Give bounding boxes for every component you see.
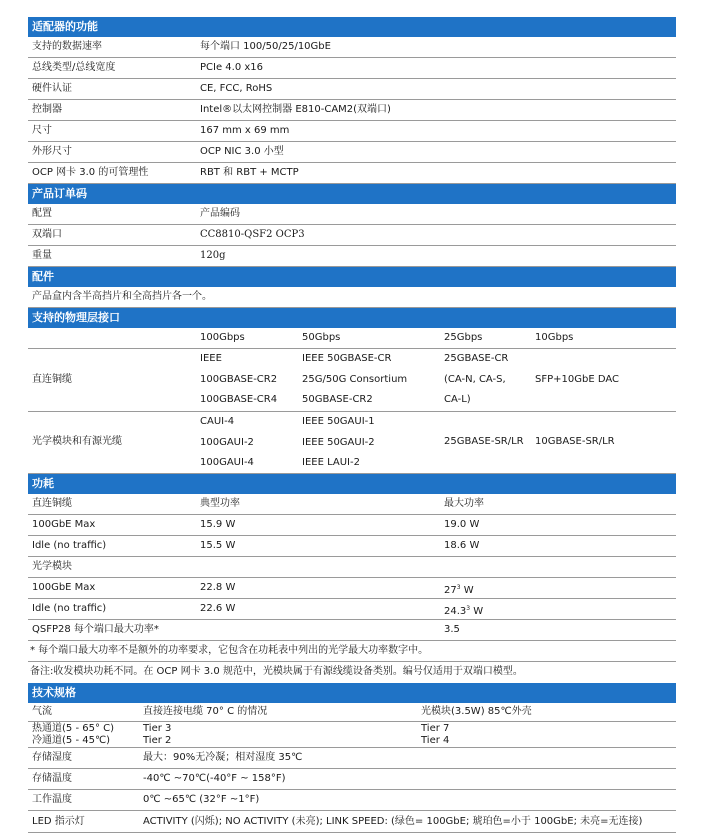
order-config-header: 配置 <box>32 208 52 219</box>
power-row-label: 100GbE Max <box>32 582 96 593</box>
section-header-specs: 技术规格 <box>28 683 676 703</box>
spec-row <box>28 748 676 769</box>
optical-label: 光学模块和有源光缆 <box>32 436 122 447</box>
datasheet <box>28 17 676 833</box>
power-max-header: 最大功率 <box>444 498 484 509</box>
function-label: 控制器 <box>32 104 62 115</box>
power-max-value: 18.6 W <box>444 540 480 551</box>
order-label: 双端口 <box>32 229 62 240</box>
power-optical-table <box>28 578 676 620</box>
specs-table <box>28 748 676 833</box>
function-row <box>28 37 676 58</box>
power-typical-value: 22.8 W <box>200 582 236 593</box>
copper-50g-line: 25G/50G Consortium <box>302 373 408 385</box>
section-header-order: 产品订单码 <box>28 184 676 204</box>
speed-10g: 10Gbps <box>535 332 574 343</box>
copper-100g-cell <box>200 349 277 411</box>
spec-row <box>28 790 676 811</box>
power-optical-row <box>28 578 676 599</box>
function-value: RBT 和 RBT + MCTP <box>200 167 299 178</box>
power-max-number: 24.3 <box>444 606 467 617</box>
power-copper-label: 直连铜缆 <box>32 498 72 509</box>
airflow-optical: 光模块(3.5W) 85℃外壳 <box>421 706 532 717</box>
power-max-value <box>444 578 474 601</box>
power-row-label: Idle (no traffic) <box>32 603 107 614</box>
power-copper-row <box>28 515 676 536</box>
power-typical-header: 典型功率 <box>200 498 240 509</box>
power-copper-row <box>28 536 676 557</box>
interfaces-optical-row <box>28 412 676 474</box>
function-label: 硬件认证 <box>32 83 72 94</box>
optical-100g-cell <box>200 412 254 474</box>
function-value: Intel®以太网控制器 E810-CAM2(双端口) <box>200 104 391 115</box>
accessories-text: 产品盒内含半高挡片和全高挡片各一个。 <box>28 287 676 308</box>
power-row-label: Idle (no traffic) <box>32 540 107 551</box>
order-header-row <box>28 204 676 225</box>
power-max-unit: W <box>470 606 484 617</box>
spec-label: 存储湿度 <box>32 752 72 763</box>
function-value: 每个端口 100/50/25/10GbE <box>200 41 331 52</box>
power-max-footnote-mark: 3 <box>456 584 461 591</box>
cold-aisle-label: 冷通道(5 - 45℃) <box>32 735 111 746</box>
aisle-rows <box>28 722 676 748</box>
optical-50g-line: IEEE 50GAUI-2 <box>302 436 375 448</box>
spec-label: 存储温度 <box>32 773 72 784</box>
power-typical-value: 15.5 W <box>200 540 236 551</box>
power-optical-label: 光学模块 <box>32 561 72 572</box>
power-optical-header-row <box>28 557 676 578</box>
function-row <box>28 79 676 100</box>
spec-value: -40℃ ~70℃(-40°F ~ 158°F) <box>143 773 286 784</box>
power-footnote: * 每个端口最大功率不是额外的功率要求，它包含在功耗表中列出的光学最大功率数字中。 <box>28 641 676 662</box>
power-remark: 备注:收发模块功耗不同。在 OCP 网卡 3.0 规范中，光模块属于有源线缆设备类别。编号仅适用于双端口模型。 <box>30 666 523 677</box>
power-typical-value: 15.9 W <box>200 519 236 530</box>
power-max-value: 19.0 W <box>444 519 480 530</box>
function-value: OCP NIC 3.0 小型 <box>200 146 284 157</box>
copper-100g-line: IEEE <box>200 353 222 364</box>
functions-table <box>28 37 676 184</box>
spec-value: 0℃ ~65℃ (32°F ~1°F) <box>143 794 260 805</box>
cold-aisle-optical: Tier 4 <box>421 735 450 746</box>
speed-25g: 25Gbps <box>444 332 483 343</box>
spec-label: 工作温度 <box>32 794 72 805</box>
function-label: 尺寸 <box>32 125 52 136</box>
hot-aisle-label: 热通道(5 - 65° C) <box>32 723 115 734</box>
section-header-interfaces: 支持的物理层接口 <box>28 308 676 328</box>
copper-25g-line: CA-L) <box>444 394 471 405</box>
optical-50g-line: IEEE LAUI-2 <box>302 457 360 468</box>
power-row-label: 100GbE Max <box>32 519 96 530</box>
power-copper-table <box>28 515 676 557</box>
spec-label: LED 指示灯 <box>32 816 85 827</box>
cold-aisle-copper: Tier 2 <box>143 735 172 746</box>
hot-aisle-copper: Tier 3 <box>143 723 172 734</box>
copper-100g-line: 100GBASE-CR4 <box>200 394 278 405</box>
optical-50g-line: IEEE 50GAUI-1 <box>302 416 375 427</box>
copper-50g-cell <box>302 349 407 411</box>
spec-value: 最大：90%无冷凝；相对湿度 35℃ <box>143 752 303 763</box>
optical-100g-line: 100GAUI-4 <box>200 457 254 468</box>
power-max-value <box>444 599 483 622</box>
copper-50g-line: IEEE 50GBASE-CR <box>302 353 392 364</box>
section-header-functions: 适配器的功能 <box>28 17 676 37</box>
function-value: 167 mm x 69 mm <box>200 125 290 136</box>
optical-100g-line: CAUI-4 <box>200 416 235 427</box>
power-copper-header-row <box>28 494 676 515</box>
qsfp-value: 3.5 <box>444 624 460 635</box>
interfaces-speed-row <box>28 328 676 349</box>
spec-row <box>28 769 676 790</box>
function-value: PCIe 4.0 x16 <box>200 62 264 73</box>
spec-row <box>28 811 676 833</box>
power-optical-row <box>28 599 676 620</box>
optical-10g-cell: 10GBASE-SR/LR <box>535 436 615 447</box>
optical-50g-cell <box>302 412 375 474</box>
airflow-label: 气流 <box>32 706 52 717</box>
spec-value: ACTIVITY (闪烁); NO ACTIVITY (未亮); LINK SPEED: (绿色= 100GbE; 琥珀色=小于 100GbE; 未亮=无连接) <box>143 816 643 827</box>
speed-50g: 50Gbps <box>302 332 341 343</box>
optical-100g-line: 100GAUI-2 <box>200 436 254 448</box>
power-max-footnote-mark: 3 <box>466 605 471 612</box>
section-header-accessories: 配件 <box>28 267 676 287</box>
copper-25g-line: (CA-N, CA-S, <box>444 373 506 385</box>
power-typical-value: 22.6 W <box>200 603 236 614</box>
copper-25g-cell <box>444 349 508 411</box>
function-label: 支持的数据速率 <box>32 41 102 52</box>
power-max-unit: W <box>460 585 474 596</box>
airflow-row <box>28 703 676 722</box>
copper-100g-line: 100GBASE-CR2 <box>200 373 278 385</box>
power-max-number: 27 <box>444 585 457 596</box>
function-label: 总线类型/总线宽度 <box>32 62 116 73</box>
function-row <box>28 121 676 142</box>
function-row <box>28 58 676 79</box>
interfaces-copper-row <box>28 349 676 412</box>
order-row <box>28 246 676 267</box>
order-code-header: 产品编码 <box>200 208 240 219</box>
qsfp-label: QSFP28 每个端口最大功率* <box>32 624 159 635</box>
function-label: OCP 网卡 3.0 的可管理性 <box>32 167 149 178</box>
copper-10g-cell: SFP+10GbE DAC <box>535 374 619 385</box>
order-value: 120g <box>200 250 226 261</box>
copper-25g-line: 25GBASE-CR <box>444 353 509 364</box>
power-qsfp-row <box>28 620 676 641</box>
function-row <box>28 100 676 121</box>
order-label: 重量 <box>32 250 52 261</box>
airflow-copper: 直接连接电缆 70° C 的情况 <box>143 706 268 717</box>
order-row <box>28 225 676 246</box>
copper-label: 直连铜缆 <box>32 374 72 385</box>
order-value: CC8810-QSF2 OCP3 <box>200 229 305 240</box>
copper-50g-line: 50GBASE-CR2 <box>302 394 373 405</box>
function-row <box>28 163 676 184</box>
section-header-power: 功耗 <box>28 474 676 494</box>
hot-aisle-optical: Tier 7 <box>421 723 450 734</box>
function-value: CE, FCC, RoHS <box>200 83 273 94</box>
order-table <box>28 225 676 267</box>
optical-25g-cell: 25GBASE-SR/LR <box>444 436 524 447</box>
function-row <box>28 142 676 163</box>
speed-100g: 100Gbps <box>200 332 245 343</box>
function-label: 外形尺寸 <box>32 146 72 157</box>
